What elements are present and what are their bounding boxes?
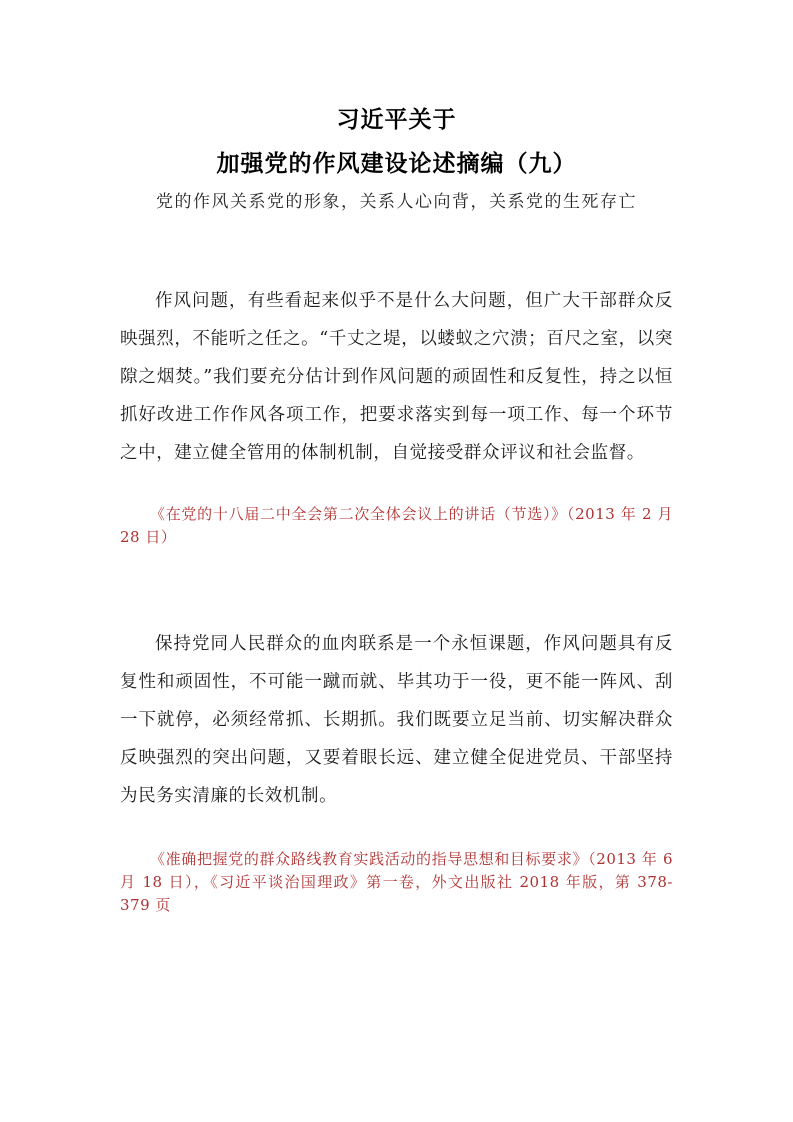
source-citation: 《在党的十八届二中全会第二次全体会议上的讲话（节选）》（2013 年 2 月 28 日）: [120, 505, 673, 546]
source-citation: 《准确把握党的群众路线教育实践活动的指导思想和目标要求》（2013 年 6 月 18 日），《习近平谈治国理政》第一卷，外文出版社 2018 年版，第 378-379 页: [120, 850, 673, 914]
body-paragraph: 作风问题，有些看起来似乎不是什么大问题，但广大干部群众反映强烈，不能听之任之。“千丈之堤，以蝼蚁之穴溃；百尺之室，以突隙之烟焚。”我们要充分估计到作风问题的顽固性和反复性，持之以恒抓好改进工作作风各项工作，把要求落实到每一项工作、每一个环节之中，建立健全管用的体制机制，自觉接受群众评议和社会监督。: [120, 291, 673, 463]
document-subtitle: 党的作风关系党的形象，关系人心向背，关系党的生死存亡: [156, 192, 637, 212]
body-paragraph: 保持党同人民群众的血肉联系是一个永恒课题，作风问题具有反复性和顽固性，不可能一蹴而就、毕其功于一役，更不能一阵风、刮一下就停，必须经常抓、长期抓。我们既要立足当前、切实解决群众反映强烈的突出问题，又要着眼长远、建立健全促进党员、干部坚持为民务实清廉的长效机制。: [120, 634, 673, 806]
document-title-line1: 习近平关于: [336, 107, 457, 133]
document-title-line2: 加强党的作风建设论述摘编（九）: [216, 151, 577, 177]
